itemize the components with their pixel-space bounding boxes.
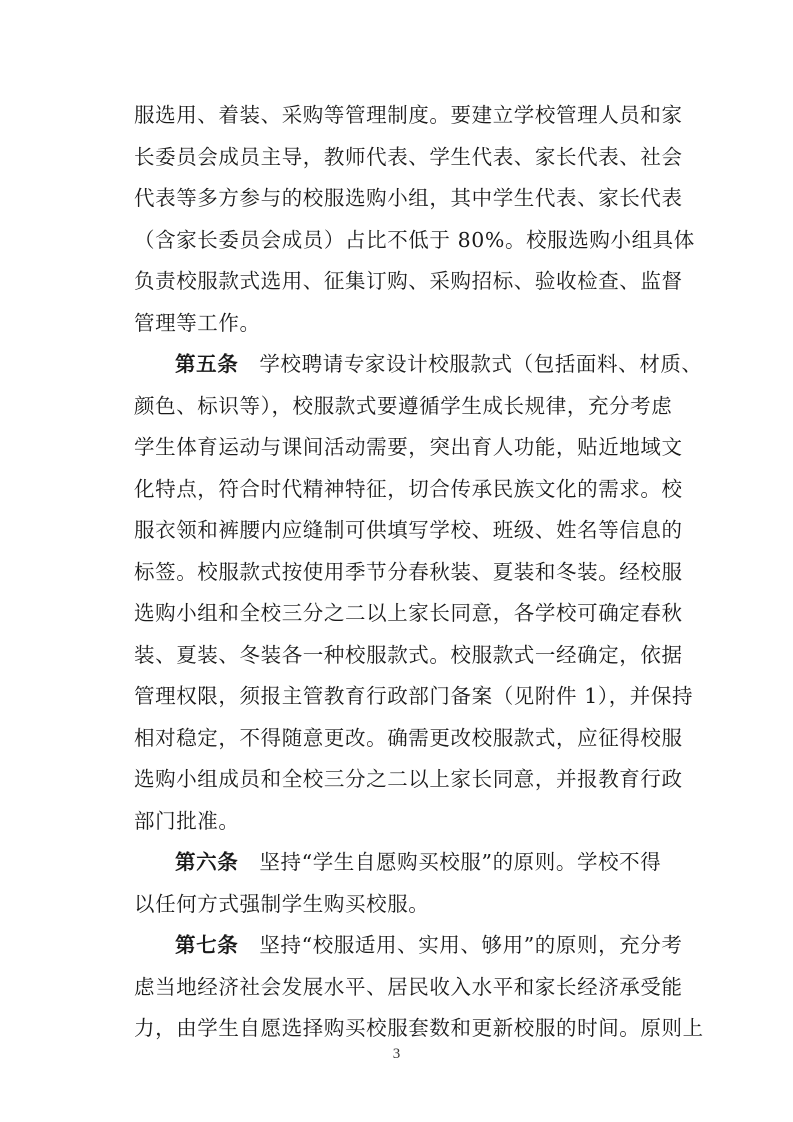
text-line: 服选用、着装、采购等管理制度。要建立学校管理人员和家 [134, 103, 683, 127]
text-line: 标签。校服款式按使用季节分春秋装、夏装和冬装。经校服 [134, 559, 683, 584]
text-line: 管理权限，须报主管教育行政部门备案（见附件 1），并保持 [134, 684, 694, 708]
article-text: 坚持“校服适用、实用、够用”的原则，充分考 [259, 933, 683, 957]
article-heading: 第五条 [175, 352, 239, 376]
text-line: 长委员会成员主导，教师代表、学生代表、家长代表、社会 [134, 144, 683, 169]
text-line: 管理等工作。 [134, 310, 261, 335]
page-number: 3 [392, 1046, 401, 1062]
text-line: 部门批准。 [134, 808, 240, 833]
article-text: 坚持“学生自愿购买校服”的原则。学校不得 [259, 850, 662, 874]
article-7-line [134, 925, 683, 967]
text-line: 颜色、标识等），校服款式要遵循学生成长规律，充分考虑 [134, 393, 673, 418]
body-text [134, 95, 704, 1050]
text-line: 力，由学生自愿选择购买校服套数和更新校服的时间。原则上 [134, 1016, 704, 1040]
article-heading: 第七条 [175, 933, 239, 957]
text-line: 代表等多方参与的校服选购小组，其中学生代表、家长代表 [134, 186, 683, 210]
text-line: 负责校服款式选用、征集订购、采购招标、验收检查、监督 [134, 269, 683, 293]
text-line: 化特点，符合时代精神特征，切合传承民族文化的需求。校 [134, 476, 683, 501]
text-line: 相对稳定，不得随意更改。确需更改校服款式，应征得校服 [134, 725, 683, 750]
text-line: 选购小组和全校三分之二以上家长同意，各学校可确定春秋 [134, 601, 683, 625]
text-line: 学生体育运动与课间活动需要，突出育人功能，贴近地域文 [134, 435, 683, 459]
text-line: 装、夏装、冬装各一种校服款式。校服款式一经确定，依据 [134, 642, 683, 667]
article-6-line [134, 842, 674, 884]
text-line: 服衣领和裤腰内应缝制可供填写学校、班级、姓名等信息的 [134, 518, 683, 542]
article-5-line [134, 344, 703, 386]
text-line: （含家长委员会成员）占比不低于 80%。校服选购小组具体 [134, 227, 695, 252]
article-text: 学校聘请专家设计校服款式（包括面料、材质、 [259, 352, 703, 376]
text-line: 选购小组成员和全校三分之二以上家长同意，并报教育行政 [134, 767, 683, 791]
article-heading: 第六条 [175, 850, 239, 874]
text-line: 以任何方式强制学生购买校服。 [134, 891, 430, 916]
text-line: 虑当地经济社会发展水平、居民收入水平和家长经济承受能 [134, 974, 683, 999]
